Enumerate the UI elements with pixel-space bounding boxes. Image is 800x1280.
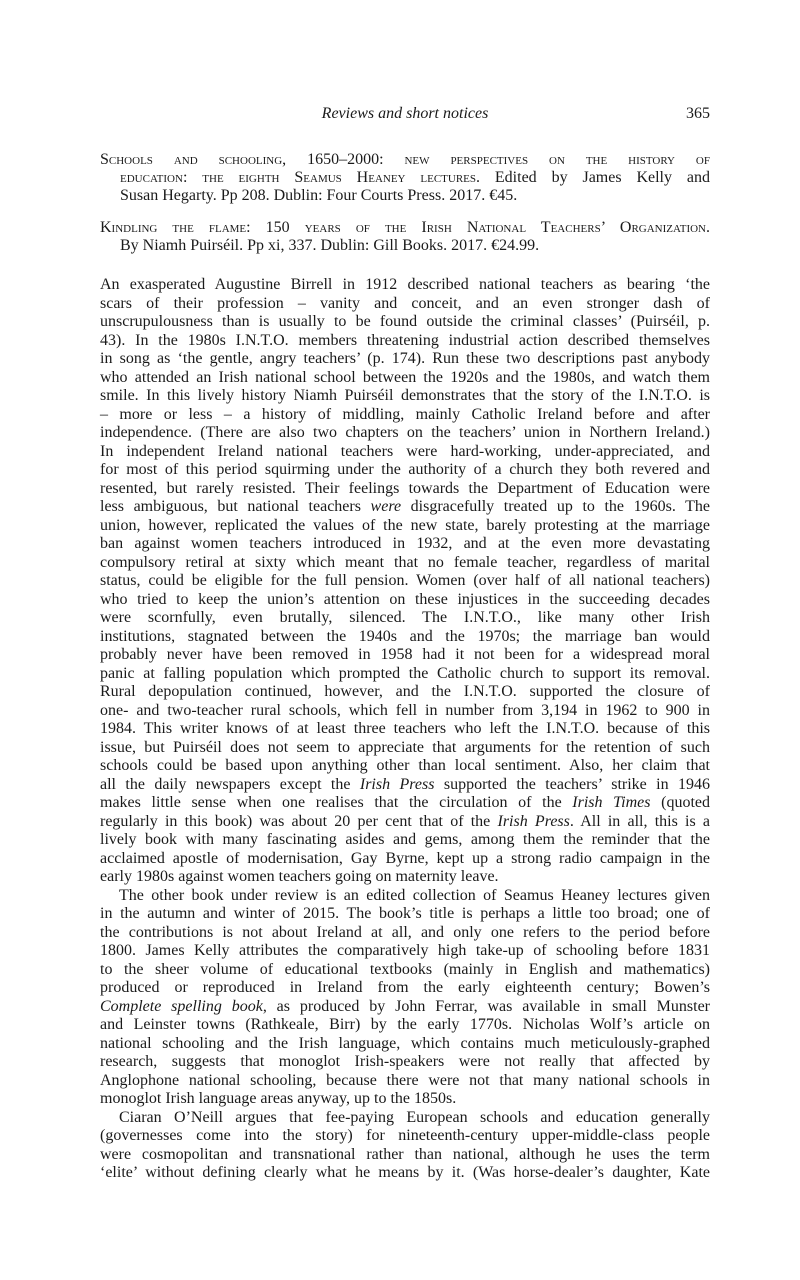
text-line — [100, 187, 710, 205]
text-line — [100, 313, 710, 332]
paragraph — [100, 1109, 710, 1183]
text-line — [100, 1016, 710, 1035]
text-segment: Anglophone national schooling, because there were not that many national schools in — [100, 1071, 710, 1089]
italic-text: Irish Press — [359, 775, 435, 793]
text-segment: panic at falling population which prompted the Catholic church to support its removal. — [100, 664, 710, 682]
text-line — [100, 276, 710, 295]
text-segment: acclaimed apostle of modernisation, Gay Byrne, kept up a strong radio campaign in the — [100, 849, 710, 867]
text-segment: institutions, stagnated between the 1940s and the 1970s; the marriage ban would — [100, 627, 710, 645]
text-line — [100, 332, 710, 351]
text-segment: resented, but rarely resisted. Their feelings towards the Department of Education were — [100, 479, 710, 497]
text-segment: In independent Ireland national teachers were hard-working, under-appreciated, and — [100, 442, 710, 460]
text-line — [100, 461, 710, 480]
text-segment: monoglot Irish language areas anyway, up to the 1850s. — [100, 1090, 457, 1107]
text-segment: . Edited by James Kelly and — [476, 169, 711, 186]
text-segment: By Niamh Puirséil. Pp xi, 337. Dublin: Gill Books. 2017. €24.99. — [120, 237, 540, 254]
text-segment: Rural depopulation continued, however, and the I.N.T.O. supported the closure of — [100, 683, 710, 700]
text-line — [100, 1072, 710, 1091]
text-segment: Ciaran O’Neill argues that fee-paying European schools and education generally — [119, 1108, 710, 1126]
text-line — [100, 998, 710, 1017]
text-segment: for most of this period squirming under the authority of a church they both revered and — [100, 461, 710, 478]
text-segment: schools could be based upon anything other than local sentiment. Also, her claim that — [100, 757, 710, 774]
text-line — [100, 295, 710, 314]
text-segment: and Leinster towns (Rathkeale, Birr) by the early 1770s. Nicholas Wolf’s article on — [100, 1016, 710, 1033]
text-segment: were cosmopolitan and transnational rather than national, although he uses the term — [100, 1145, 710, 1163]
text-line — [100, 628, 710, 647]
text-line — [100, 517, 710, 536]
text-segment: ban against women teachers introduced in 1932, and at the even more devastating — [100, 535, 710, 552]
running-head — [100, 105, 710, 127]
text-segment: one- and two-teacher rural schools, which fell in number from 3,194 in 1962 to 900 in — [100, 701, 710, 719]
text-line — [100, 942, 710, 961]
text-line — [100, 1127, 710, 1146]
text-line — [100, 887, 710, 906]
text-line — [100, 554, 710, 573]
text-segment: early 1980s against women teachers going on maternity leave. — [100, 868, 499, 885]
text-line — [100, 868, 710, 887]
text-line — [100, 924, 710, 943]
italic-text: Irish Times — [572, 794, 651, 811]
text-line — [100, 406, 710, 425]
text-segment: in the autumn and winter of 2015. The book’s title is perhaps a little too broad; one of — [100, 905, 710, 922]
text-line — [100, 169, 710, 187]
text-line — [100, 979, 710, 998]
text-line — [100, 961, 710, 980]
text-line — [100, 813, 710, 832]
book-citation — [100, 219, 710, 255]
italic-text: were — [370, 498, 402, 515]
text-line — [100, 683, 710, 702]
review-body — [100, 276, 710, 1183]
text-line — [100, 609, 710, 628]
paragraph — [100, 887, 710, 1109]
text-line — [100, 424, 710, 443]
text-segment: the contributions is not about Ireland at all, and only one refers to the period before — [100, 923, 710, 941]
text-segment: in song as ‘the gentle, angry teachers’ (p. 174). Run these two descriptions past anybody — [100, 350, 710, 367]
text-segment: less ambiguous, but national teachers — [100, 498, 371, 515]
text-line — [100, 219, 710, 237]
text-line — [100, 591, 710, 610]
text-segment: . All in all, this is a — [569, 812, 711, 830]
text-line — [100, 831, 710, 850]
text-segment: disgracefully treated up to the 1960s. The — [401, 498, 711, 515]
text-line — [100, 1109, 710, 1128]
text-line — [100, 498, 710, 517]
small-caps-title: education: the eighth Seamus Heaney lectures — [120, 169, 477, 186]
text-segment: regularly in this book) was about 20 per cent that of the — [100, 812, 498, 830]
text-segment: lively book with many fascinating asides and gems, among them the reminder that the — [100, 831, 710, 848]
text-segment: 1800. James Kelly attributes the comparatively high take-up of schooling before 1831 — [100, 942, 710, 959]
text-line — [100, 369, 710, 388]
text-segment: (quoted — [650, 794, 710, 811]
text-line — [100, 905, 710, 924]
text-line — [100, 350, 710, 369]
page-number: 365 — [686, 105, 710, 122]
paragraph — [100, 276, 710, 887]
text-segment: independence. (There are also two chapters on the teachers’ union in Northern Ireland.) — [100, 424, 710, 441]
text-segment: 43). In the 1980s I.N.T.O. members threatening industrial action described themselves — [100, 331, 710, 349]
text-line — [100, 702, 710, 721]
book-citations — [100, 151, 710, 269]
text-segment: An exasperated Augustine Birrell in 1912 described national teachers as bearing ‘the — [100, 276, 710, 293]
text-line — [100, 720, 710, 739]
text-line — [100, 776, 710, 795]
text-segment: Susan Hegarty. Pp 208. Dublin: Four Courts Press. 2017. €45. — [120, 187, 518, 204]
text-segment: unscrupulousness than is usually to be found outside the criminal classes’ (Puirséil, p. — [100, 313, 710, 330]
text-line — [100, 850, 710, 869]
text-segment: supported the teachers’ strike in 1946 — [434, 775, 711, 793]
text-segment: ‘elite’ without defining clearly what he means by it. (Was horse-dealer’s daughter, Kate — [100, 1164, 710, 1181]
text-line — [100, 1035, 710, 1054]
text-segment: The other book under review is an edited collection of Seamus Heaney lectures given — [119, 886, 710, 904]
text-segment: research, suggests that monoglot Irish-speakers were not really that affected by — [100, 1053, 710, 1070]
text-segment: all the daily newspapers except the — [100, 775, 360, 793]
text-line — [100, 443, 710, 462]
text-line — [100, 1053, 710, 1072]
text-line — [100, 387, 710, 406]
text-segment: who attended an Irish national school between the 1920s and the 1980s, and watch them — [100, 368, 710, 386]
text-segment: smile. In this lively history Niamh Puirséil demonstrates that the story of the I.N.T.O. is — [100, 387, 710, 404]
text-segment: were scornfully, even brutally, silenced. The I.N.T.O., like many other Irish — [100, 609, 710, 626]
text-segment: 1984. This writer knows of at least three teachers who left the I.N.T.O. because of this — [100, 720, 710, 737]
small-caps-title: Kindling the flame: 150 years of the Irish National Teachers’ Organization. — [100, 219, 710, 236]
italic-text: Irish Press — [497, 812, 570, 830]
text-line — [100, 646, 710, 665]
running-title: Reviews and short notices — [321, 105, 489, 122]
text-segment: produced or reproduced in Ireland from the early eighteenth century; Bowen’s — [100, 979, 710, 996]
italic-text: Complete spelling book — [100, 997, 263, 1015]
text-segment: probably never have been removed in 1958 had it not been for a widespread moral — [100, 646, 710, 663]
text-segment: makes little sense when one realises that the circulation of the — [100, 794, 573, 811]
text-segment: (governesses come into the story) for nineteenth-century upper-middle-class people — [100, 1127, 710, 1144]
text-line — [100, 794, 710, 813]
text-line — [100, 665, 710, 684]
text-segment: scars of their profession – vanity and conceit, and an even stronger dash of — [100, 294, 710, 312]
text-segment: issue, but Puirséil does not seem to appreciate that arguments for the retention of such — [100, 738, 710, 756]
text-line — [100, 757, 710, 776]
text-segment: national schooling and the Irish language, which contains much meticulously-graphed — [100, 1034, 710, 1052]
text-line — [100, 739, 710, 758]
text-segment: , as produced by John Ferrar, was available in small Munster — [262, 997, 710, 1015]
text-segment: union, however, replicated the values of the new state, barely protesting at the marriage — [100, 516, 710, 534]
small-caps-title: Schools and schooling, 1650–2000: new perspectives on the history of — [100, 151, 710, 168]
text-segment: status, could be eligible for the full pension. Women (over half of all national teachers) — [100, 572, 710, 589]
text-line — [100, 1164, 710, 1183]
text-segment: who tried to keep the union’s attention on these injustices in the succeeding decades — [100, 590, 710, 608]
text-segment: – more or less – a history of middling, mainly Catholic Ireland before and after — [100, 405, 710, 423]
text-line — [100, 237, 710, 255]
text-segment: to the sheer volume of educational textbooks (mainly in English and mathematics) — [100, 960, 710, 978]
text-line — [100, 1146, 710, 1165]
text-line — [100, 480, 710, 499]
text-line — [100, 572, 710, 591]
text-segment: compulsory retiral at sixty which meant that no female teacher, regardless of marital — [100, 553, 710, 571]
text-line — [100, 1090, 710, 1109]
book-citation — [100, 151, 710, 205]
text-line — [100, 535, 710, 554]
text-line — [100, 151, 710, 169]
